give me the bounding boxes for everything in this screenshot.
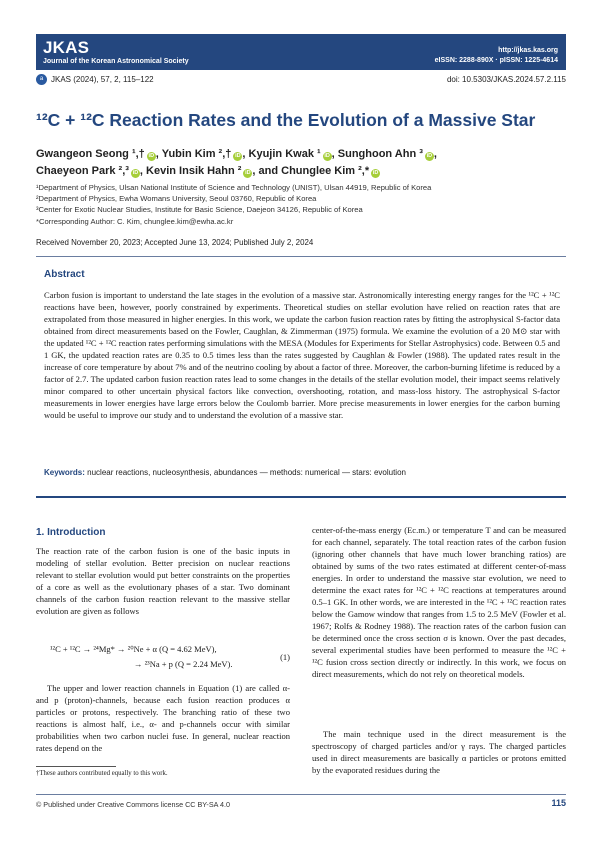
divider — [36, 496, 566, 498]
keywords-text: nuclear reactions, nucleosynthesis, abundances — methods: numerical — stars: evolution — [87, 468, 406, 477]
author-list — [36, 146, 566, 180]
affiliation: ¹Department of Physics, Ulsan National Institute of Science and Technology (UNIST), Ulsan 44919, Republic of Korea — [36, 183, 432, 192]
intro-paragraph-1: The reaction rate of the carbon fusion is one of the basic inputs in modeling of stellar evolution. Better precision on nuclear reactions relevant to stellar evolution would put better constraints on the properties of a core as well as the evolutionary phases of a star. Two dominant channels of the carbon fusion reaction relevant to the massive stellar evolution are given as follows — [36, 546, 290, 616]
footer-divider — [36, 794, 566, 795]
affiliation: ³Center for Exotic Nuclear Studies, Institute for Basic Science, Daejeon 34126, Republic of Korea — [36, 205, 363, 215]
author[interactable]: Yubin Kim ²,† — [161, 148, 232, 160]
equation-line: ¹²C + ¹²C → ²⁴Mg* → ²⁰Ne + α (Q = 4.62 MeV), — [50, 644, 217, 654]
author-line-2: Chaeyeon Park ²,³ iD , Kevin Insik Hahn ² iD , and Chunglee Kim ²,* iD — [36, 165, 379, 177]
orcid-icon[interactable]: iD — [235, 153, 241, 159]
journal-issn: eISSN: 2288-890X · pISSN: 1225-4614 — [434, 57, 558, 64]
keywords-label: Keywords: — [44, 468, 85, 477]
orcid-icon[interactable]: iD — [372, 170, 379, 176]
section-heading: 1. Introduction — [36, 527, 106, 538]
footnote: †These authors contributed equally to this work. — [36, 770, 168, 777]
journal-name: JKAS — [43, 38, 90, 57]
equation-1 — [50, 642, 290, 672]
divider — [36, 256, 566, 257]
abstract-heading: Abstract — [44, 269, 85, 280]
corresponding-author[interactable]: *Corresponding Author: C. Kim, chunglee.kim@ewha.ac.kr — [36, 216, 234, 226]
author[interactable]: Chaeyeon Park ²,³ — [36, 165, 129, 177]
equation-number: (1) — [280, 652, 290, 662]
author[interactable]: Sunghoon Ahn ³ — [337, 148, 423, 160]
affiliation: ²Department of Physics, Ewha Womans University, Seoul 03760, Republic of Korea — [36, 194, 317, 204]
equation-line: → ²³Na + p (Q = 2.24 MeV). — [134, 659, 233, 669]
journal-header-band — [36, 34, 566, 70]
doi-link[interactable]: doi: 10.5303/JKAS.2024.57.2.115 — [446, 75, 566, 84]
intro-paragraph-2: The upper and lower reaction channels in Equation (1) are called α- and p (proton)-channels, because each fusion reaction produces α particles or protons, respectively. The branching ratio of these two reactions is almost half, i.e., α- and p-channels occur with similar probabilities when two carbon nuclei fuse. In general, nuclear reaction rates depend on the — [36, 683, 290, 753]
open-access-icon: a — [36, 74, 47, 85]
orcid-icon[interactable]: iD — [148, 153, 155, 159]
orcid-icon[interactable]: iD — [426, 153, 433, 159]
author[interactable]: Gwangeon Seong ¹,† — [36, 148, 145, 160]
orcid-icon[interactable]: iD — [132, 170, 139, 176]
keywords — [44, 468, 560, 477]
journal-full-name: Journal of the Korean Astronomical Society — [43, 58, 189, 65]
abstract-text: Carbon fusion is important to understand the late stages in the evolution of a massive star. Astronomically interesting energy ranges for the ¹²C + ¹²C reactions have been, however, poorly constrained by experiments. Theoretical studies on stellar evolution have relied on reaction rates that are extrapolated from those measured in higher energies. In this work, we update the carbon fusion reaction rates by fitting the astrophysical S-factor data obtained from direct measurements based on the Fowler, Caughlan, & Zimmerman (1975) formula. We examine the evolution of a 20 M⊙ star with the updated ¹²C + ¹²C reaction rates performing simulations with the MESA (Modules for Experiments for Stellar Astrophysics) code. Between 0.5 and 1 GK, the updated reaction rates are 0.35 to 0.5 times less than the rates suggested by Caughlan & Fowler (1988). The updated rates result in the increase of core temperature by about 7% and of the neutrino cooling by about a factor of three. Moreover, the carbon-burning lifetime is reduced by a factor of 2.7. The updated carbon fusion reaction rates lead to some changes in the details of the stellar evolution model, their impact seems relatively minor compared to other uncertain physical factors like convection, overshooting, rotation, and mass-loss history. The astrophysical S-factor measurements in lower energies have large errors below the Coulomb barrier. More precise measurements in lower energies for the carbon burning would be useful to improve our study and to understand the evolution of a massive star. — [44, 290, 560, 420]
citation-line — [36, 75, 566, 87]
citation-text: JKAS (2024), 57, 2, 115–122 — [51, 75, 154, 84]
journal-url-link[interactable]: http://jkas.kas.org — [498, 47, 558, 54]
orcid-icon[interactable]: iD — [324, 153, 330, 159]
license-text: © Published under Creative Commons license CC BY-SA 4.0 — [36, 800, 230, 809]
author[interactable]: and Chunglee Kim ²,* — [258, 165, 370, 177]
orcid-icon[interactable]: iD — [245, 170, 251, 176]
paper-title: ¹²C + ¹²C Reaction Rates and the Evolution of a Massive Star — [36, 110, 536, 130]
affiliations — [36, 182, 566, 227]
author[interactable]: Kyujin Kwak ¹ — [248, 148, 321, 160]
author[interactable]: Kevin Insik Hahn ² — [146, 165, 242, 177]
footnote-divider — [36, 766, 116, 767]
right-column-paragraph-1: center-of-the-mass energy (Ec.m.) or temperature T and can be measured for each channel, separately. The total reaction rates of the carbon fusion (ignoring other channels that have much lower branching ratios) are obtained by sums of the two rates estimated at different center-of-mass energies. In order to understand the massive star evolution, we need to determine the exact rates for ¹²C + ¹²C reactions at temperatures around 0.5–1 GK. In other words, we are interested in the ¹²C + ¹²C reaction rates below the Gamow window that ranges from 1.5 to 2.5 MeV (Fowler et al. 1967; Rolfs & Rodney 1988). The reaction rates of the carbon fusion can be determined once the cross section σ is known. Over the past decades, several experimental studies have been performed to measure the ¹²C + ¹²C fusion cross section directly or indirectly. In this work, we focus on direct measurements, which do not rely on theoretical models. — [312, 525, 566, 679]
right-column-paragraph-2: The main technique used in the direct measurement is the spectroscopy of charged particles and/or γ rays. The charged particles used in direct measurements are basically α particles or protons emitted by the evaporated residues during the — [312, 729, 566, 775]
page-number: 115 — [551, 798, 566, 808]
publication-dates: Received November 20, 2023; Accepted June 13, 2024; Published July 2, 2024 — [36, 238, 314, 247]
author-line-1: Gwangeon Seong ¹,† iD , Yubin Kim ²,† iD , Kyujin Kwak ¹ iD , Sunghoon Ahn ³ iD , — [36, 148, 437, 160]
